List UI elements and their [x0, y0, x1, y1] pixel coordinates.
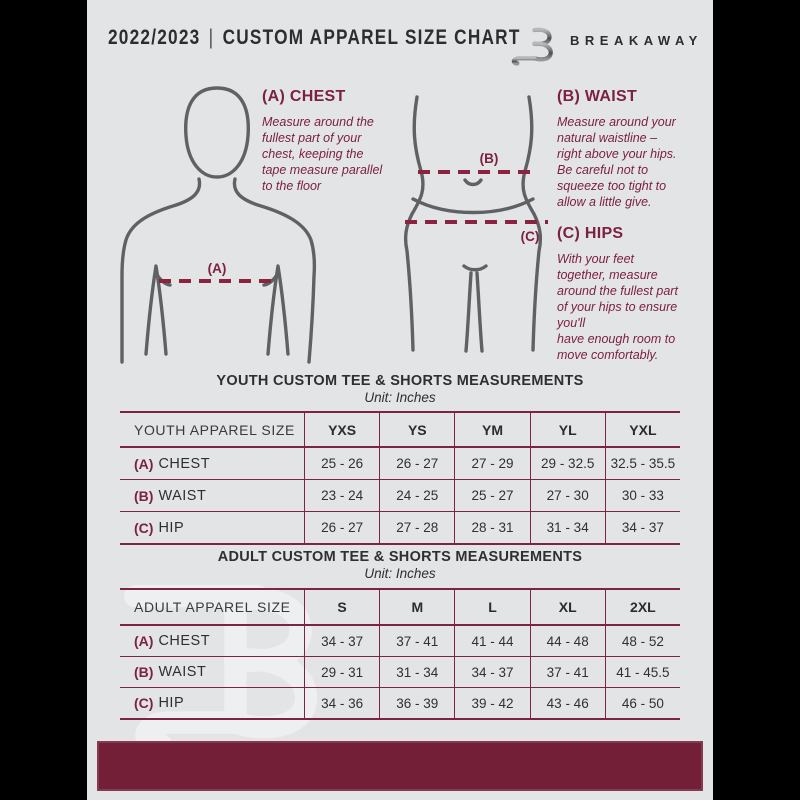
chest-guide-description: Measure around the fullest part of your chest, keeping the tape measure parallel to the floor	[262, 115, 383, 193]
adult-header-2xl: 2XL	[605, 590, 680, 624]
table-cell: 39 - 42	[454, 688, 529, 718]
adult-header-m: M	[379, 590, 454, 624]
table-cell: 44 - 48	[530, 626, 605, 656]
page-title-text: CUSTOM APPAREL SIZE CHART	[222, 26, 521, 49]
adult-table-unit: Unit: Inches	[364, 566, 436, 581]
table-row	[120, 448, 680, 480]
table-cell: 37 - 41	[530, 657, 605, 687]
youth-table-title: YOUTH CUSTOM TEE & SHORTS MEASUREMENTS	[216, 373, 584, 389]
youth-header-yxs: YXS	[304, 413, 379, 446]
adult-table-header-row	[120, 590, 680, 626]
waist-guide-description: Measure around your natural waistline – right above your hips. Be careful not to squeeze too tight to allow a little give.	[557, 115, 677, 209]
table-cell: 34 - 37	[605, 512, 680, 543]
waist-guide-heading: (B) WAIST	[557, 88, 638, 105]
youth-table-header-row	[120, 413, 680, 448]
right-black-bar	[713, 0, 800, 800]
youth-hip-label: (C) HIP	[134, 519, 185, 536]
table-cell: 36 - 39	[379, 688, 454, 718]
table-cell: 29 - 32.5	[530, 448, 605, 479]
table-cell: 34 - 36	[304, 688, 379, 718]
page-title-year: 2022/2023	[108, 26, 201, 49]
title-divider: |	[208, 26, 215, 49]
youth-header-yxl: YXL	[605, 413, 680, 446]
table-row	[120, 688, 680, 718]
table-cell: 34 - 37	[454, 657, 529, 687]
youth-waist-label: (B) WAIST	[134, 487, 207, 504]
youth-header-label: YOUTH APPAREL SIZE	[134, 421, 295, 438]
table-cell: 24 - 25	[379, 480, 454, 511]
table-cell: 26 - 27	[304, 512, 379, 543]
table-cell: 32.5 - 35.5	[605, 448, 680, 479]
left-black-bar	[0, 0, 87, 800]
youth-chest-label: (A) CHEST	[134, 455, 211, 472]
youth-header-yl: YL	[530, 413, 605, 446]
table-cell: 48 - 52	[605, 626, 680, 656]
hips-guide-description: With your feet together, measure around the fullest part of your hips to ensure you'll have enough room to move comfortably.	[557, 252, 678, 362]
table-cell: 29 - 31	[304, 657, 379, 687]
chest-guide-heading: (A) CHEST	[262, 88, 346, 105]
adult-waist-label: (B) WAIST	[134, 664, 207, 680]
table-cell: 26 - 27	[379, 448, 454, 479]
table-row	[120, 626, 680, 657]
adult-header-label: ADULT APPAREL SIZE	[134, 599, 291, 615]
table-cell: 27 - 28	[379, 512, 454, 543]
table-row	[120, 512, 680, 543]
table-cell: 25 - 26	[304, 448, 379, 479]
youth-header-ys: YS	[379, 413, 454, 446]
adult-header-s: S	[304, 590, 379, 624]
hips-guide-heading: (C) HIPS	[557, 225, 624, 242]
table-cell: 27 - 30	[530, 480, 605, 511]
adult-header-xl: XL	[530, 590, 605, 624]
waist-marker-label: (B)	[479, 151, 499, 166]
page-title	[108, 26, 521, 50]
table-row	[120, 480, 680, 512]
breakaway-b-logo-icon	[505, 18, 557, 66]
adult-table-title: ADULT CUSTOM TEE & SHORTS MEASUREMENTS	[217, 549, 583, 565]
youth-table-unit: Unit: Inches	[364, 390, 436, 405]
table-cell: 30 - 33	[605, 480, 680, 511]
chest-marker-label: (A)	[207, 261, 227, 276]
footer-accent-bar	[97, 741, 703, 791]
table-cell: 28 - 31	[454, 512, 529, 543]
brand-name: BREAKAWAY	[570, 33, 703, 48]
table-cell: 23 - 24	[304, 480, 379, 511]
adult-header-l: L	[454, 590, 529, 624]
table-row	[120, 657, 680, 688]
table-cell: 34 - 37	[304, 626, 379, 656]
table-cell: 27 - 29	[454, 448, 529, 479]
table-cell: 25 - 27	[454, 480, 529, 511]
adult-chest-label: (A) CHEST	[134, 633, 211, 649]
adult-hip-label: (C) HIP	[134, 695, 185, 711]
adult-size-table	[120, 588, 680, 720]
table-cell: 31 - 34	[530, 512, 605, 543]
youth-header-ym: YM	[454, 413, 529, 446]
table-cell: 37 - 41	[379, 626, 454, 656]
table-cell: 46 - 50	[605, 688, 680, 718]
table-cell: 43 - 46	[530, 688, 605, 718]
table-cell: 41 - 44	[454, 626, 529, 656]
table-cell: 41 - 45.5	[605, 657, 680, 687]
hips-marker-label: (C)	[520, 229, 540, 244]
table-cell: 31 - 34	[379, 657, 454, 687]
youth-size-table	[120, 411, 680, 545]
